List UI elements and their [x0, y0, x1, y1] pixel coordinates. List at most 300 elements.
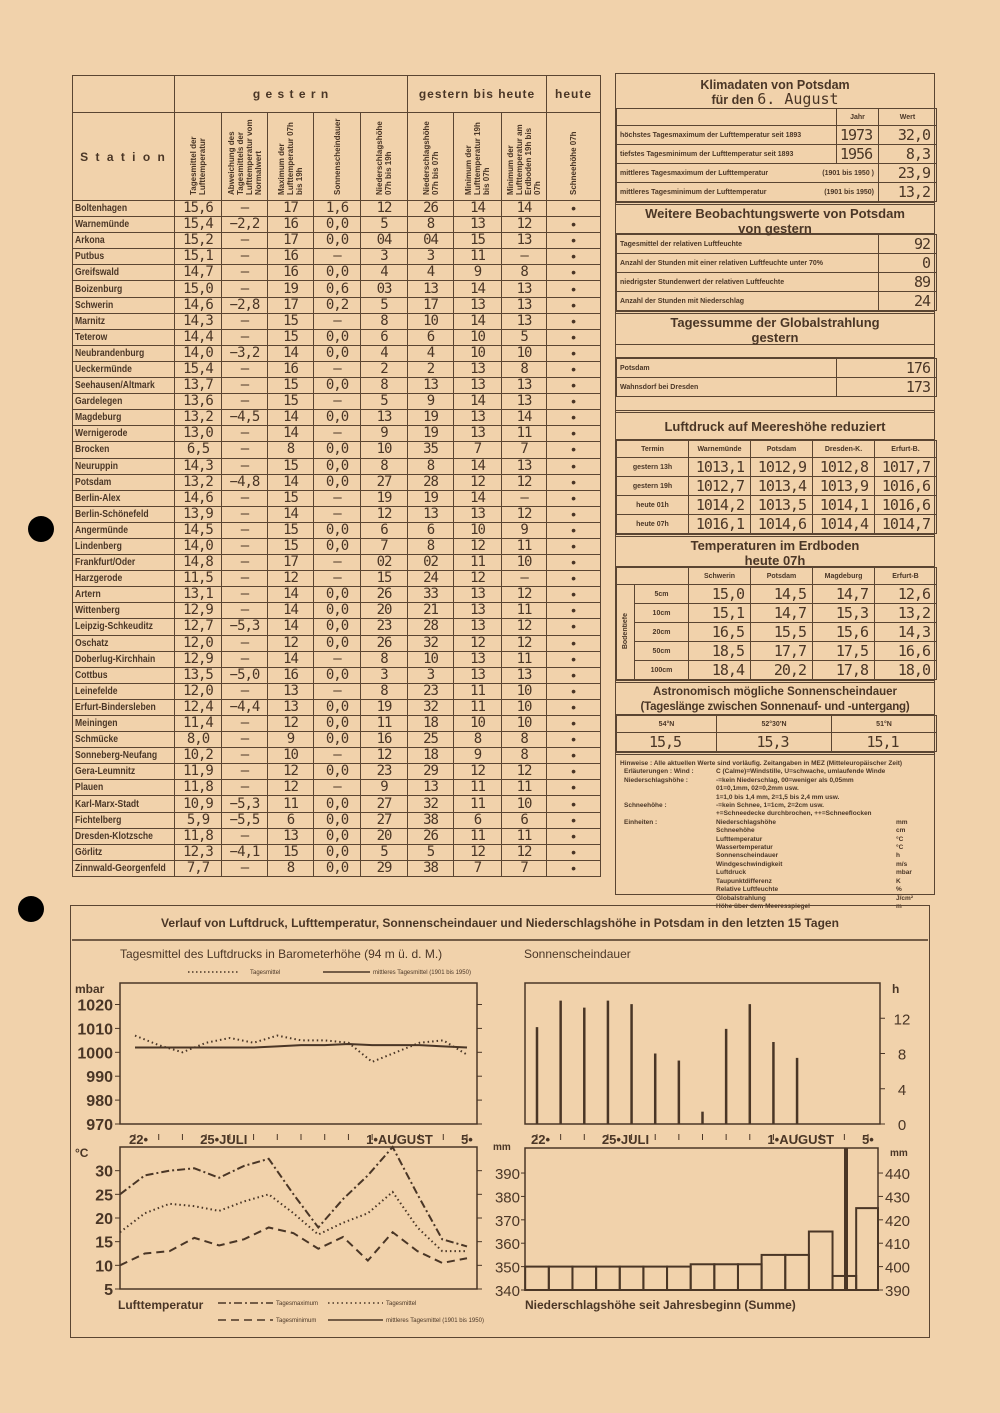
astro-title-text: Astronomisch mögliche Sonnenscheindauer — [652, 686, 898, 698]
cell-value: 14,8 — [175, 555, 222, 571]
erdboden-value: 14,3 — [875, 623, 937, 642]
weitere-label: Anzahl der Stunden mit Niederschlag — [617, 292, 879, 311]
luftdruck-value: 1013,9 — [813, 477, 875, 496]
precip-plot-frame — [525, 1148, 878, 1290]
cell-value: 9 — [361, 780, 408, 796]
note-label: Schneehöhe : — [624, 802, 667, 810]
luftdruck-value: 1012,9 — [751, 458, 813, 477]
erdboden-value: 17,5 — [813, 642, 875, 661]
cell-value: 8 — [408, 538, 454, 554]
klimadaten-subtitle-prefix: für den — [711, 93, 754, 107]
cell-value: 13 — [502, 297, 547, 313]
cell-value: 4 — [361, 345, 408, 361]
astro-header: 51°N — [832, 716, 937, 733]
luftdruck-value: 1013,4 — [751, 477, 813, 496]
cell-value: 38 — [408, 812, 454, 828]
cell-value: 13,1 — [175, 587, 222, 603]
cell-value: 12 — [268, 635, 314, 651]
cell-value: 14,4 — [175, 329, 222, 345]
charts-title: Verlauf von Luftdruck, Lufttemperatur, Sonnenscheindauer und Niederschlagshöhe in Potsdam in den letzten 15 Tagen — [161, 916, 839, 930]
cell-value: 13 — [454, 506, 502, 522]
klimadaten-label: tiefstes Tagesminimum der Lufttemperatur seit 1893 — [617, 145, 837, 164]
note-text: Globalstrahlung — [716, 894, 766, 902]
cell-value: 13 — [454, 361, 502, 377]
cell-value: 10 — [502, 699, 547, 715]
x-tick-label: 1•AUGUST — [767, 1132, 835, 1147]
cell-value: 13,5 — [175, 667, 222, 683]
cell-value: 25 — [408, 732, 454, 748]
sunshine-y-tick-label: 4 — [897, 1081, 907, 1099]
cell-value: 13 — [268, 828, 314, 844]
note-text: -=kein Schnee, 1=1cm, 2=2cm usw. — [716, 802, 824, 810]
station-name: Putbus — [75, 251, 105, 263]
luftdruck-value: 1014,6 — [751, 515, 813, 534]
cell-value: −5,3 — [222, 796, 268, 812]
cell-value: 14,3 — [175, 313, 222, 329]
erdboden-value: 18,0 — [875, 661, 937, 680]
cell-value: • — [547, 329, 601, 345]
temperature-chart-title: Lufttemperatur — [118, 1298, 204, 1312]
luftdruck-value: 1012,7 — [689, 477, 751, 496]
erdboden-value: 15,1 — [689, 604, 751, 623]
cell-value: 4 — [361, 265, 408, 281]
cell-value: – — [222, 329, 268, 345]
cell-value: 0,0 — [314, 667, 361, 683]
cell-value: 7,7 — [175, 860, 222, 876]
cell-value: 13 — [454, 587, 502, 603]
erdboden-value: 13,2 — [875, 604, 937, 623]
jahr-header: Jahr — [837, 109, 879, 126]
station-name: Neubrandenburg — [75, 347, 145, 359]
precip-bar — [667, 1267, 691, 1290]
cell-value: 15 — [268, 458, 314, 474]
cell-value: 13 — [454, 297, 502, 313]
cell-value: – — [314, 249, 361, 265]
cell-value: • — [547, 426, 601, 442]
station-name: Warnemünde — [75, 219, 130, 231]
cell-value: – — [314, 361, 361, 377]
klimadaten-jahr: 1973 — [837, 126, 879, 145]
cell-value: 0,0 — [314, 635, 361, 651]
note-text: Schneehöhe — [716, 827, 755, 835]
astro-value: 15,1 — [832, 733, 937, 752]
cell-value: −3,2 — [222, 345, 268, 361]
cell-value: 6 — [502, 812, 547, 828]
astro-value: 15,5 — [617, 733, 717, 752]
station-name: Gera-Leumnitz — [75, 766, 136, 778]
cell-value: – — [222, 603, 268, 619]
luftdruck-title: Luftdruck auf Meereshöhe reduziert — [616, 410, 934, 440]
erdboden-header: Erfurt-B — [875, 568, 937, 585]
cell-value: 14,3 — [175, 458, 222, 474]
cell-value: – — [222, 587, 268, 603]
column-header-text: Niederschlagshöhe 07h bis 07h — [421, 121, 440, 195]
station-name: Cottbus — [75, 669, 108, 681]
cell-value: −2,2 — [222, 217, 268, 233]
cell-value: 10 — [454, 522, 502, 538]
cell-value: – — [502, 571, 547, 587]
cell-value: 0,0 — [314, 716, 361, 732]
cell-value: 9 — [454, 265, 502, 281]
cell-value: – — [314, 683, 361, 699]
cell-value: – — [222, 313, 268, 329]
cell-value: 15 — [268, 329, 314, 345]
cell-value: • — [547, 410, 601, 426]
cell-value: −4,4 — [222, 699, 268, 715]
cell-value: • — [547, 812, 601, 828]
note-unit: mbar — [896, 869, 912, 877]
erdboden-value: 20,2 — [751, 661, 813, 680]
cell-value: • — [547, 587, 601, 603]
cell-value: 13 — [268, 699, 314, 715]
cell-value: 15 — [268, 394, 314, 410]
precip-y-tick-label: 390 — [494, 1166, 520, 1184]
cell-value: 28 — [408, 474, 454, 490]
cell-value: 26 — [361, 587, 408, 603]
cell-value: – — [222, 538, 268, 554]
cell-value: 0,0 — [314, 764, 361, 780]
cell-value: 17 — [268, 233, 314, 249]
erdboden-depth: 20cm — [635, 623, 689, 642]
cell-value: • — [547, 490, 601, 506]
erdboden-value: 18,4 — [689, 661, 751, 680]
cell-value: 19 — [361, 699, 408, 715]
cell-value: 10 — [408, 651, 454, 667]
precip-bar — [596, 1267, 620, 1290]
luftdruck-value: 1017,7 — [875, 458, 937, 477]
cell-value: – — [222, 651, 268, 667]
cell-value: • — [547, 538, 601, 554]
cell-value: • — [547, 201, 601, 217]
cell-value: 23 — [361, 619, 408, 635]
note-text: Lufttemperatur — [716, 835, 763, 843]
note-text: Hinweise : Alle aktuellen Werte sind vorläufig. Zeitangaben in MEZ (Mitteleuropäischer Zeit) — [620, 760, 903, 767]
cell-value: 27 — [361, 796, 408, 812]
cell-value: 0,0 — [314, 587, 361, 603]
precip-y-tick-label-right: 440 — [885, 1166, 911, 1184]
cell-value: −4,5 — [222, 410, 268, 426]
cell-value: 17 — [268, 201, 314, 217]
cell-value: 14 — [454, 458, 502, 474]
cell-value: 3 — [361, 667, 408, 683]
erdboden-value: 18,5 — [689, 642, 751, 661]
note-unit: °C — [896, 835, 904, 843]
luftdruck-value: 1016,6 — [875, 477, 937, 496]
klimadaten-period: (1901 bis 1950 ) — [822, 169, 874, 177]
cell-value: 12 — [502, 764, 547, 780]
erdboden-value: 15,3 — [813, 604, 875, 623]
cell-value: 11 — [361, 716, 408, 732]
pressure-y-tick-label: 1010 — [77, 1021, 113, 1039]
cell-value: 14,5 — [175, 522, 222, 538]
precip-y-tick-label: 340 — [494, 1283, 520, 1300]
station-name: Lindenberg — [75, 541, 122, 553]
cell-value: 11 — [454, 683, 502, 699]
station-name: Angermünde — [75, 524, 129, 536]
cell-value: 14 — [268, 619, 314, 635]
astro-header: 52°30'N — [717, 716, 832, 733]
erdboden-depth: 50cm — [635, 642, 689, 661]
cell-value: 12 — [268, 571, 314, 587]
station-name: Zinnwald-Georgenfeld — [75, 862, 166, 874]
cell-value: 16 — [268, 667, 314, 683]
cell-value: 8 — [268, 442, 314, 458]
erdboden-value: 15,5 — [751, 623, 813, 642]
station-header: S t a t i o n — [73, 113, 175, 201]
cell-value: 13 — [454, 217, 502, 233]
cell-value: 11 — [454, 828, 502, 844]
pressure-y-tick-label: 1000 — [77, 1045, 113, 1063]
cell-value: 15 — [268, 844, 314, 860]
note-unit: m — [896, 902, 902, 910]
cell-value: 13 — [268, 683, 314, 699]
cell-value: 12 — [502, 619, 547, 635]
cell-value: −4,8 — [222, 474, 268, 490]
station-name: Boizenburg — [75, 283, 123, 295]
klimadaten-wert: 13,2 — [879, 183, 937, 202]
x-tick-label: 5• — [461, 1132, 473, 1147]
cell-value: 13 — [502, 378, 547, 394]
cell-value: 9 — [454, 748, 502, 764]
cell-value: 11 — [454, 699, 502, 715]
klimadaten-wert: 23,9 — [879, 164, 937, 183]
cell-value: 27 — [361, 474, 408, 490]
cell-value: 0,0 — [314, 619, 361, 635]
cell-value: 14 — [268, 506, 314, 522]
cell-value: 0,0 — [314, 538, 361, 554]
cell-value: • — [547, 844, 601, 860]
cell-value: – — [222, 716, 268, 732]
note-text: +=Schneedecke durchbrochen, ++=Schneeflocken — [716, 810, 872, 818]
wert-header: Wert — [879, 109, 937, 126]
cell-value: 17 — [268, 555, 314, 571]
cell-value: 13 — [408, 281, 454, 297]
sunshine-plot-frame — [525, 983, 880, 1124]
station-name: Wittenberg — [75, 605, 120, 617]
cell-value: 8 — [408, 458, 454, 474]
cell-value: 12 — [361, 201, 408, 217]
cell-value: • — [547, 345, 601, 361]
cell-value: 16 — [268, 265, 314, 281]
cell-value: 33 — [408, 587, 454, 603]
cell-value: 11 — [502, 651, 547, 667]
cell-value: 13,7 — [175, 378, 222, 394]
erdboden-value: 14,5 — [751, 585, 813, 604]
cell-value: −5,3 — [222, 619, 268, 635]
station-name: Harzgerode — [75, 573, 123, 585]
cell-value: 5 — [361, 217, 408, 233]
luftdruck-value: 1013,5 — [751, 496, 813, 515]
sunshine-y-tick-label: 12 — [893, 1011, 911, 1029]
cell-value: 7 — [502, 442, 547, 458]
globalstrahlung-title-text: Tagessumme der Globalstrahlung — [670, 315, 880, 330]
cell-value: 2 — [408, 361, 454, 377]
precip-y-tick-label: 360 — [494, 1236, 520, 1254]
cell-value: 0,0 — [314, 458, 361, 474]
cell-value: – — [314, 426, 361, 442]
cell-value: – — [222, 361, 268, 377]
cell-value: 9 — [268, 732, 314, 748]
astro-value: 15,3 — [717, 733, 832, 752]
cell-value: −5,5 — [222, 812, 268, 828]
cell-value: 13 — [502, 233, 547, 249]
cell-value: 21 — [408, 603, 454, 619]
weitere-label: Anzahl der Stunden mit einer relativen Luftfeuchte unter 70% — [617, 254, 879, 273]
station-name: Gardelegen — [75, 396, 123, 408]
cell-value: 12 — [502, 587, 547, 603]
cell-value: 2 — [361, 361, 408, 377]
cell-value: 12 — [268, 716, 314, 732]
erdboden-depth: 10cm — [635, 604, 689, 623]
cell-value: 8 — [361, 683, 408, 699]
luftdruck-value: 1013,1 — [689, 458, 751, 477]
cell-value: 13,2 — [175, 410, 222, 426]
cell-value: – — [222, 732, 268, 748]
column-header-text: Minimum der Lufttemperatur 19h bis 07h — [464, 122, 492, 195]
cell-value: – — [222, 426, 268, 442]
cell-value: – — [222, 281, 268, 297]
cell-value: • — [547, 780, 601, 796]
cell-value: • — [547, 748, 601, 764]
cell-value: 0,0 — [314, 233, 361, 249]
erdboden-header: Magdeburg — [813, 568, 875, 585]
cell-value: 8 — [502, 361, 547, 377]
precip-bar — [738, 1264, 762, 1290]
cell-value: 5 — [361, 844, 408, 860]
luftdruck-header: Warnemünde — [689, 441, 751, 458]
cell-value: 12 — [502, 506, 547, 522]
cell-value: 17 — [268, 297, 314, 313]
cell-value: 6 — [361, 522, 408, 538]
note-text: Relative Luftfeuchte — [716, 886, 779, 894]
station-name: Leipzig-Schkeuditz — [75, 621, 153, 633]
klimadaten-wert: 32,0 — [879, 126, 937, 145]
luftdruck-termin: heute 07h — [617, 515, 689, 534]
erdboden-value: 17,8 — [813, 661, 875, 680]
precip-y-tick-label: 350 — [494, 1259, 520, 1277]
column-header-text: Tagesmittel der Lufttemperatur — [189, 136, 207, 195]
cell-value: 0,0 — [314, 410, 361, 426]
precip-y-tick-label-right: 400 — [885, 1259, 911, 1277]
cell-value: 11,8 — [175, 828, 222, 844]
cell-value: – — [222, 522, 268, 538]
cell-value: • — [547, 716, 601, 732]
cell-value: 15 — [454, 233, 502, 249]
station-name: Berlin-Schönefeld — [75, 508, 149, 520]
cell-value: 15 — [268, 490, 314, 506]
legend-label: Tagesmaximum — [276, 1301, 319, 1307]
sunshine-y-tick-label: 8 — [897, 1046, 907, 1064]
cell-value: 0,0 — [314, 828, 361, 844]
cell-value: – — [222, 490, 268, 506]
station-name: Plauen — [75, 782, 104, 794]
cell-value: 19 — [408, 426, 454, 442]
cell-value: • — [547, 555, 601, 571]
cell-value: 10 — [268, 748, 314, 764]
cell-value: 16 — [268, 361, 314, 377]
cell-value: 15,6 — [175, 201, 222, 217]
note-label: Erläuterungen : Wind : — [624, 768, 694, 776]
temperature-y-label: °C — [75, 1146, 89, 1160]
station-name: Brocken — [75, 444, 110, 456]
luftdruck-value: 1012,8 — [813, 458, 875, 477]
station-name: Frankfurt/Oder — [75, 557, 136, 569]
pressure-series-tagesmittel — [135, 1036, 467, 1062]
cell-value: 10,9 — [175, 796, 222, 812]
precip-y-tick-label-right: 430 — [885, 1189, 911, 1207]
cell-value: 04 — [361, 233, 408, 249]
cell-value: • — [547, 265, 601, 281]
cell-value: 29 — [408, 764, 454, 780]
erdboden-value: 14,7 — [813, 585, 875, 604]
x-tick-label: 5• — [862, 1132, 874, 1147]
cell-value: 5 — [361, 297, 408, 313]
cell-value: • — [547, 603, 601, 619]
station-name: Greifswald — [75, 267, 119, 279]
note-unit: % — [896, 886, 902, 894]
globalstrahlung-label: Wahnsdorf bei Dresden — [617, 378, 837, 397]
cell-value: 10,2 — [175, 748, 222, 764]
erdboden-depth: 5cm — [635, 585, 689, 604]
cell-value: 28 — [408, 619, 454, 635]
cell-value: 4 — [408, 265, 454, 281]
luftdruck-header: Erfurt-B. — [875, 441, 937, 458]
cell-value: 14 — [268, 345, 314, 361]
cell-value: 15,1 — [175, 249, 222, 265]
temperature-y-tick-label: 20 — [95, 1211, 113, 1228]
cell-value: 7 — [454, 860, 502, 876]
cell-value: 26 — [408, 828, 454, 844]
erdboden-subtitle: heute 07h — [744, 553, 806, 568]
cell-value: 8 — [361, 651, 408, 667]
cell-value: 8 — [502, 265, 547, 281]
cell-value: 15 — [268, 538, 314, 554]
legend-label: Tagesminimum — [276, 1318, 317, 1324]
cell-value: 11 — [454, 796, 502, 812]
cell-value: • — [547, 828, 601, 844]
cell-value: 13 — [502, 667, 547, 683]
cell-value: 15,0 — [175, 281, 222, 297]
group-header-gestern: g e s t e r n — [175, 76, 408, 113]
globalstrahlung-subtitle: gestern — [751, 330, 799, 345]
cell-value: 12 — [502, 844, 547, 860]
luftdruck-termin: gestern 19h — [617, 477, 689, 496]
cell-value: 12,3 — [175, 844, 222, 860]
pressure-y-tick-label: 990 — [86, 1069, 113, 1087]
cell-value: – — [314, 571, 361, 587]
cell-value: • — [547, 796, 601, 812]
temperature-y-tick-label: 25 — [95, 1187, 113, 1205]
cell-value: 5 — [408, 844, 454, 860]
cell-value: 13 — [454, 426, 502, 442]
cell-value: 12 — [454, 764, 502, 780]
erdboden-value: 17,7 — [751, 642, 813, 661]
cell-value: 26 — [361, 635, 408, 651]
cell-value: 6 — [408, 522, 454, 538]
station-name: Leinefelde — [75, 685, 118, 697]
cell-value: 12 — [454, 635, 502, 651]
cell-value: 8 — [361, 458, 408, 474]
station-name: Wernigerode — [75, 428, 128, 440]
cell-value: 15 — [268, 313, 314, 329]
pressure-y-tick-label: 1020 — [77, 997, 113, 1015]
cell-value: 14 — [268, 426, 314, 442]
erdboden-title-text: Temperaturen im Erdboden — [690, 538, 860, 553]
station-name: Schmücke — [75, 734, 119, 746]
cell-value: 14 — [454, 313, 502, 329]
pressure-y-label: mbar — [75, 982, 105, 996]
cell-value: 0,0 — [314, 345, 361, 361]
